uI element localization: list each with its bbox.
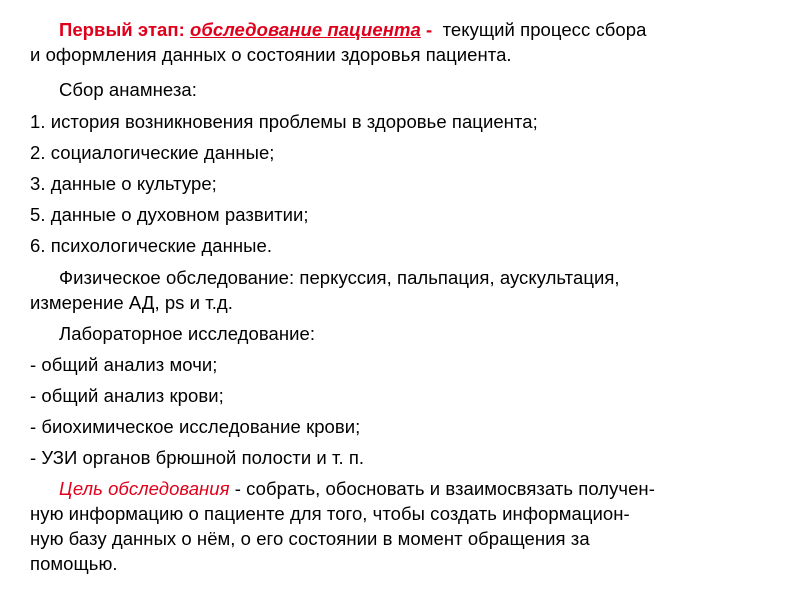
stage-label: Первый этап: <box>59 19 185 40</box>
anamnesis-heading: Сбор анамнеза: <box>59 79 197 100</box>
stage-term: обследование пациента <box>190 19 421 40</box>
stage-definition-text: текущий процесс сбора <box>437 19 647 40</box>
goal-line-2: ную информацию о пациенте для того, чтобы создать информацион- <box>30 503 630 524</box>
list-item: - общий анализ мочи; <box>30 354 218 375</box>
goal-term: Цель обследования <box>59 478 230 499</box>
list-item: - общий анализ крови; <box>30 385 224 406</box>
list-item: - УЗИ органов брюшной полости и т. п. <box>30 447 365 468</box>
stage-definition-line-2: и оформления данных о состоянии здоровья пациента. <box>30 44 512 65</box>
goal-text: - собрать, обосновать и взаимосвязать получен- <box>229 478 655 499</box>
list-item: 3. данные о культуре; <box>30 173 217 194</box>
lab-heading: Лабораторное исследование: <box>59 323 316 344</box>
list-item: 6. психологические данные. <box>30 235 273 256</box>
physical-exam-line-1: Физическое обследование: перкуссия, пальпация, аускультация, <box>59 267 620 288</box>
list-item: - биохимическое исследование крови; <box>30 416 361 437</box>
list-item: 5. данные о духовном развитии; <box>30 204 309 225</box>
goal-line-3: ную базу данных о нём, о его состоянии в момент обращения за <box>30 528 590 549</box>
stage-dash: - <box>420 19 438 40</box>
list-item: 1. история возникновения проблемы в здоровье пациента; <box>30 111 538 132</box>
goal-line-4: помощью. <box>30 553 118 574</box>
physical-exam-line-2: измерение АД, ps и т.д. <box>30 292 233 313</box>
stage-definition-line-1 <box>59 18 646 42</box>
list-item: 2. социалогические данные; <box>30 142 275 163</box>
goal-line-1 <box>59 477 655 501</box>
